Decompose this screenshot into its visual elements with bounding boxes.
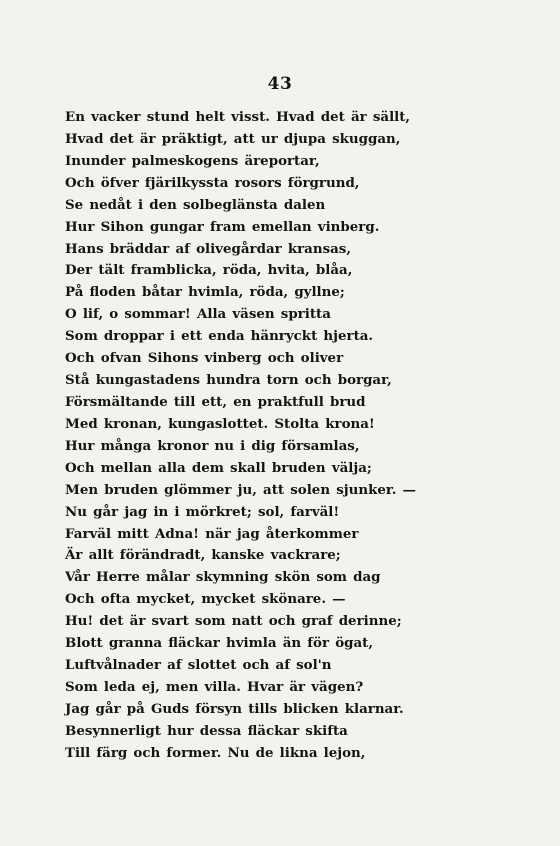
- poem-line: Besynnerligt hur dessa fläckar skifta: [65, 722, 348, 739]
- poem-line: Farväl mitt Adna! när jag återkommer: [65, 525, 359, 542]
- poem-line: Till färg och former. Nu de likna lejon,: [65, 744, 366, 761]
- poem-line: Och ofvan Sihons vinberg och oliver: [65, 350, 344, 367]
- poem-line: Blott granna fläckar hvimla än för ögat,: [65, 635, 374, 652]
- poem-line: Der tält framblicka, röda, hvita, blåa,: [65, 262, 353, 279]
- poem-line: Och mellan alla dem skall bruden välja;: [65, 459, 372, 476]
- poem-line: Med kronan, kungaslottet. Stolta krona!: [65, 415, 375, 432]
- poem-line: Hur Sihon gungar fram emellan vinberg.: [65, 218, 380, 235]
- poem-line: Och öfver fjärilkyssta rosors förgrund,: [65, 174, 360, 191]
- poem-line: Som droppar i ett enda hänryckt hjerta.: [65, 328, 374, 345]
- poem-text: [65, 107, 505, 765]
- poem-line: Hur många kronor nu i dig församlas,: [65, 437, 360, 454]
- poem-line: Hvad det är präktigt, att ur djupa skuggan,: [65, 130, 401, 147]
- poem-line: Hu! det är svart som natt och graf derinne;: [65, 613, 402, 630]
- poem-line: Luftvålnader af slottet och af sol'n: [65, 657, 332, 674]
- poem-line: På floden båtar hvimla, röda, gyllne;: [65, 284, 345, 301]
- page-number: 43: [267, 74, 293, 94]
- poem-line: Försmältande till ett, en praktfull brud: [65, 393, 366, 410]
- poem-line: Se nedåt i den solbeglänsta dalen: [65, 196, 326, 213]
- poem-line: Nu går jag in i mörkret; sol, farväl!: [65, 503, 340, 520]
- poem-line: En vacker stund helt visst. Hvad det är sällt,: [65, 109, 411, 125]
- poem-line: Men bruden glömmer ju, att solen sjunker. —: [65, 481, 416, 498]
- poem-line: Hans bräddar af olivegårdar kransas,: [65, 240, 351, 257]
- poem-line: Är allt förändradt, kanske vackrare;: [65, 547, 341, 564]
- poem-line: Vår Herre målar skymning skön som dag: [65, 569, 381, 586]
- poem-line: O lif, o sommar! Alla väsen spritta: [65, 306, 331, 323]
- poem-line: Jag går på Guds försyn tills blicken klarnar.: [65, 700, 404, 717]
- poem-line: Inunder palmeskogens äreportar,: [65, 152, 320, 169]
- poem-line: Som leda ej, men villa. Hvar är vägen?: [65, 678, 364, 695]
- poem-line: Och ofta mycket, mycket skönare. —: [65, 591, 346, 608]
- poem-line: Stå kungastadens hundra torn och borgar,: [65, 372, 392, 389]
